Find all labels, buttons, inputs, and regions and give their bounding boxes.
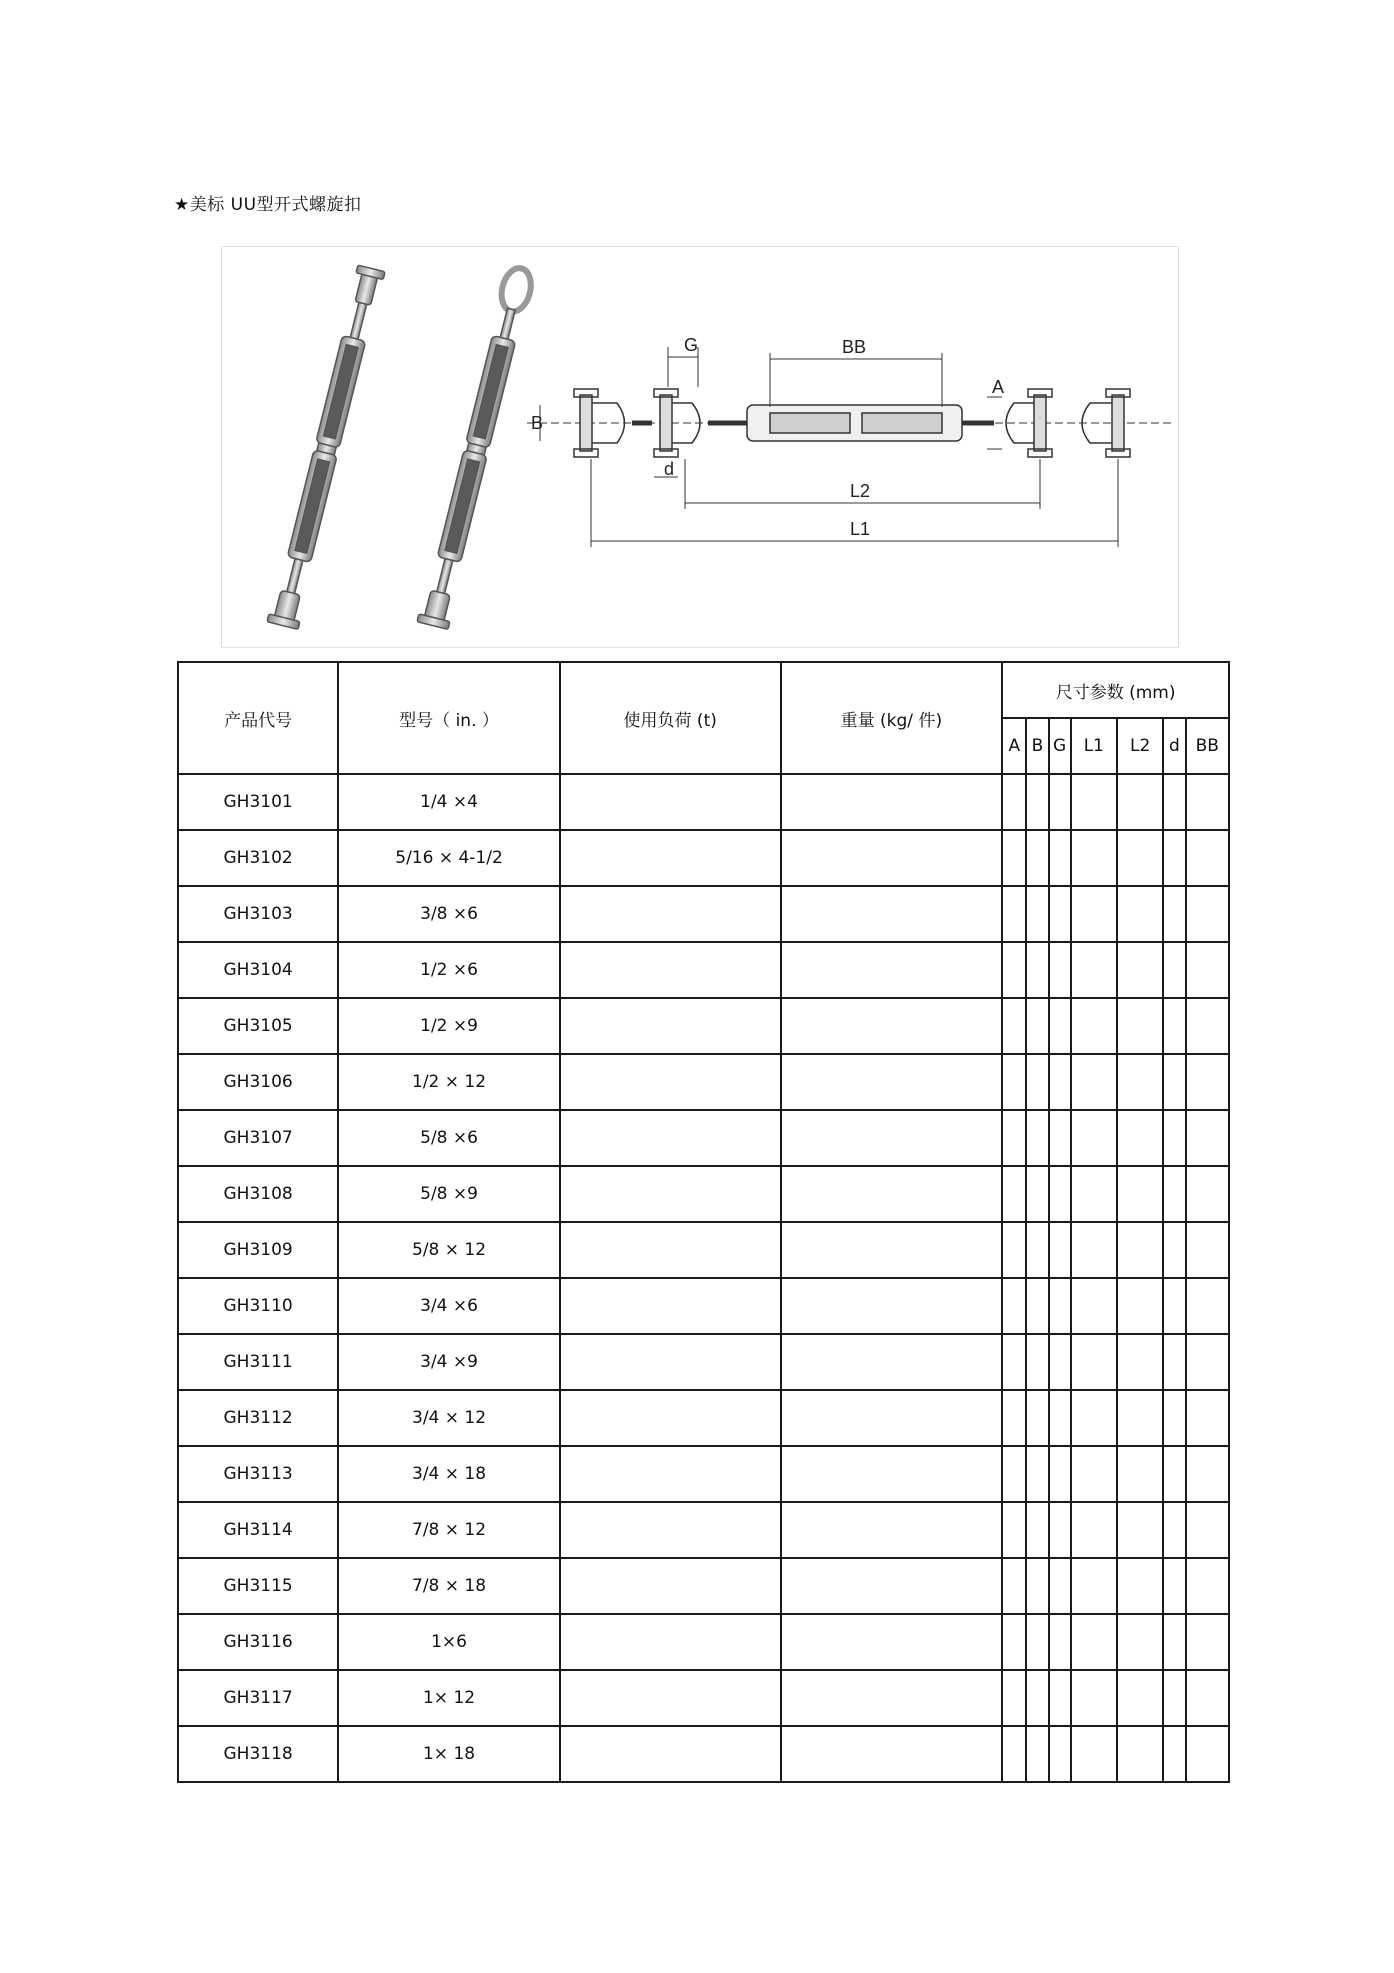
load-cell: [560, 1502, 781, 1558]
weight-cell: [781, 1614, 1003, 1670]
dim-d-cell: [1163, 1726, 1185, 1782]
dim-bb-cell: [1186, 998, 1229, 1054]
table-row: [178, 1278, 1229, 1334]
dim-l1-cell: [1071, 1502, 1117, 1558]
dim-d-cell: [1163, 1054, 1185, 1110]
dim-g-cell: [1049, 1614, 1071, 1670]
load-cell: [560, 1166, 781, 1222]
dim-b-cell: [1026, 886, 1048, 942]
table-row: [178, 1110, 1229, 1166]
table-row: [178, 774, 1229, 830]
model-cell: 5/16 × 4-1/2: [338, 830, 560, 886]
dim-label-a: A: [992, 377, 1005, 397]
turnbuckle-photo-jaw-jaw: [267, 265, 387, 630]
dim-g-cell: [1049, 1166, 1071, 1222]
model-cell: 3/8 ×6: [338, 886, 560, 942]
header-dim-g: G: [1049, 718, 1071, 774]
dim-bb-cell: [1186, 1278, 1229, 1334]
dim-bb-cell: [1186, 830, 1229, 886]
load-cell: [560, 1670, 781, 1726]
dim-g-cell: [1049, 942, 1071, 998]
dim-l2-cell: [1117, 1166, 1163, 1222]
dim-d-cell: [1163, 1558, 1185, 1614]
dim-b-cell: [1026, 998, 1048, 1054]
dim-g-cell: [1049, 1278, 1071, 1334]
dim-g-cell: [1049, 1502, 1071, 1558]
dim-d-cell: [1163, 1278, 1185, 1334]
model-cell: 5/8 ×9: [338, 1166, 560, 1222]
dimension-drawing: [527, 347, 1172, 547]
weight-cell: [781, 1054, 1003, 1110]
dim-a-cell: [1002, 1502, 1026, 1558]
table-row: [178, 1446, 1229, 1502]
dim-bb-cell: [1186, 1222, 1229, 1278]
product-code-cell: GH3118: [178, 1726, 338, 1782]
header-dim-l1: L1: [1071, 718, 1117, 774]
dim-g-cell: [1049, 1054, 1071, 1110]
dim-g-cell: [1049, 774, 1071, 830]
model-cell: 7/8 × 18: [338, 1558, 560, 1614]
dim-a-cell: [1002, 774, 1026, 830]
dim-b-cell: [1026, 1166, 1048, 1222]
table-row: [178, 942, 1229, 998]
dim-b-cell: [1026, 1054, 1048, 1110]
dim-l2-cell: [1117, 1502, 1163, 1558]
turnbuckle-photo-eye-jaw: [417, 265, 537, 630]
dim-l1-cell: [1071, 1054, 1117, 1110]
product-code-cell: GH3114: [178, 1502, 338, 1558]
product-code-cell: GH3102: [178, 830, 338, 886]
header-dim-a: A: [1002, 718, 1026, 774]
dim-l1-cell: [1071, 1726, 1117, 1782]
dim-d-cell: [1163, 1222, 1185, 1278]
product-code-cell: GH3106: [178, 1054, 338, 1110]
header-dim-l2: L2: [1117, 718, 1163, 774]
dim-bb-cell: [1186, 1110, 1229, 1166]
load-cell: [560, 942, 781, 998]
weight-cell: [781, 998, 1003, 1054]
product-code-cell: GH3110: [178, 1278, 338, 1334]
dim-a-cell: [1002, 830, 1026, 886]
dim-l2-cell: [1117, 942, 1163, 998]
dim-d-cell: [1163, 1110, 1185, 1166]
dim-l2-cell: [1117, 1390, 1163, 1446]
dim-bb-cell: [1186, 1726, 1229, 1782]
dim-l2-cell: [1117, 1278, 1163, 1334]
dim-b-cell: [1026, 1502, 1048, 1558]
dim-b-cell: [1026, 1278, 1048, 1334]
dim-l1-cell: [1071, 1390, 1117, 1446]
dim-l2-cell: [1117, 1222, 1163, 1278]
dim-bb-cell: [1186, 1166, 1229, 1222]
product-code-cell: GH3117: [178, 1670, 338, 1726]
load-cell: [560, 1390, 781, 1446]
dim-l1-cell: [1071, 1558, 1117, 1614]
dim-b-cell: [1026, 1334, 1048, 1390]
product-code-cell: GH3116: [178, 1614, 338, 1670]
load-cell: [560, 1278, 781, 1334]
table-row: [178, 998, 1229, 1054]
load-cell: [560, 1446, 781, 1502]
dim-label-g: G: [684, 335, 699, 355]
dim-b-cell: [1026, 774, 1048, 830]
weight-cell: [781, 1502, 1003, 1558]
header-load: 使用负荷 (t): [560, 662, 781, 774]
dim-b-cell: [1026, 942, 1048, 998]
product-code-cell: GH3113: [178, 1446, 338, 1502]
weight-cell: [781, 1110, 1003, 1166]
model-cell: 3/4 × 12: [338, 1390, 560, 1446]
dim-l1-cell: [1071, 830, 1117, 886]
weight-cell: [781, 1726, 1003, 1782]
dim-b-cell: [1026, 1110, 1048, 1166]
dim-l1-cell: [1071, 1222, 1117, 1278]
header-dim-bb: BB: [1186, 718, 1229, 774]
dim-b-cell: [1026, 1446, 1048, 1502]
dim-g-cell: [1049, 1446, 1071, 1502]
table-row: [178, 1558, 1229, 1614]
model-cell: 5/8 × 12: [338, 1222, 560, 1278]
table-row: [178, 886, 1229, 942]
dim-l1-cell: [1071, 1614, 1117, 1670]
header-code: 产品代号: [178, 662, 338, 774]
dim-g-cell: [1049, 1670, 1071, 1726]
dim-l1-cell: [1071, 1278, 1117, 1334]
dim-b-cell: [1026, 1670, 1048, 1726]
load-cell: [560, 1726, 781, 1782]
product-code-cell: GH3108: [178, 1166, 338, 1222]
dim-b-cell: [1026, 1614, 1048, 1670]
dim-a-cell: [1002, 1278, 1026, 1334]
dim-l2-cell: [1117, 774, 1163, 830]
dim-l1-cell: [1071, 998, 1117, 1054]
load-cell: [560, 774, 781, 830]
model-cell: 3/4 ×9: [338, 1334, 560, 1390]
table-row: [178, 1222, 1229, 1278]
dim-g-cell: [1049, 998, 1071, 1054]
dim-d-cell: [1163, 1166, 1185, 1222]
dim-bb-cell: [1186, 1446, 1229, 1502]
weight-cell: [781, 1390, 1003, 1446]
weight-cell: [781, 1222, 1003, 1278]
dim-l2-cell: [1117, 1446, 1163, 1502]
dim-b-cell: [1026, 830, 1048, 886]
dim-l2-cell: [1117, 998, 1163, 1054]
load-cell: [560, 886, 781, 942]
dim-label-b: B: [531, 413, 544, 433]
dim-g-cell: [1049, 830, 1071, 886]
weight-cell: [781, 1670, 1003, 1726]
load-cell: [560, 1558, 781, 1614]
table-row: [178, 1670, 1229, 1726]
dim-l2-cell: [1117, 1670, 1163, 1726]
dim-d-cell: [1163, 1670, 1185, 1726]
weight-cell: [781, 942, 1003, 998]
table-row: [178, 1054, 1229, 1110]
dim-l2-cell: [1117, 1558, 1163, 1614]
page-title: ★美标 UU型开式螺旋扣: [174, 195, 362, 215]
dim-bb-cell: [1186, 1334, 1229, 1390]
dim-b-cell: [1026, 1558, 1048, 1614]
dim-d-cell: [1163, 998, 1185, 1054]
dim-bb-cell: [1186, 1670, 1229, 1726]
dim-b-cell: [1026, 1726, 1048, 1782]
dim-l1-cell: [1071, 942, 1117, 998]
dim-l2-cell: [1117, 1110, 1163, 1166]
dim-a-cell: [1002, 1726, 1026, 1782]
header-model: 型号（ in. ）: [338, 662, 560, 774]
dim-bb-cell: [1186, 1502, 1229, 1558]
dim-b-cell: [1026, 1222, 1048, 1278]
model-cell: 7/8 × 12: [338, 1502, 560, 1558]
dim-a-cell: [1002, 1614, 1026, 1670]
dim-l2-cell: [1117, 1054, 1163, 1110]
dim-bb-cell: [1186, 1614, 1229, 1670]
dim-a-cell: [1002, 1110, 1026, 1166]
dim-d-cell: [1163, 1334, 1185, 1390]
dim-l1-cell: [1071, 1446, 1117, 1502]
dim-l2-cell: [1117, 1726, 1163, 1782]
product-code-cell: GH3104: [178, 942, 338, 998]
header-dims: 尺寸参数 (mm): [1002, 662, 1229, 718]
dim-a-cell: [1002, 1054, 1026, 1110]
dim-l1-cell: [1071, 1166, 1117, 1222]
dim-d-cell: [1163, 830, 1185, 886]
dim-bb-cell: [1186, 774, 1229, 830]
weight-cell: [781, 830, 1003, 886]
dim-l1-cell: [1071, 886, 1117, 942]
load-cell: [560, 1110, 781, 1166]
dim-l1-cell: [1071, 1334, 1117, 1390]
dim-label-l1: L1: [850, 519, 871, 539]
table-row: [178, 830, 1229, 886]
dim-a-cell: [1002, 998, 1026, 1054]
dim-g-cell: [1049, 1110, 1071, 1166]
turnbuckle-illustration: [222, 247, 1178, 647]
header-dim-b: B: [1026, 718, 1048, 774]
header-dim-d: d: [1163, 718, 1185, 774]
dim-d-cell: [1163, 1390, 1185, 1446]
weight-cell: [781, 886, 1003, 942]
weight-cell: [781, 1334, 1003, 1390]
dim-a-cell: [1002, 1222, 1026, 1278]
weight-cell: [781, 1166, 1003, 1222]
dim-a-cell: [1002, 886, 1026, 942]
dim-d-cell: [1163, 1446, 1185, 1502]
product-code-cell: GH3112: [178, 1390, 338, 1446]
dim-l1-cell: [1071, 1110, 1117, 1166]
model-cell: 1× 12: [338, 1670, 560, 1726]
header-weight: 重量 (kg/ 件): [781, 662, 1003, 774]
product-code-cell: GH3115: [178, 1558, 338, 1614]
dim-g-cell: [1049, 1390, 1071, 1446]
dim-l1-cell: [1071, 774, 1117, 830]
dim-g-cell: [1049, 1222, 1071, 1278]
table-row: [178, 1614, 1229, 1670]
dim-bb-cell: [1186, 886, 1229, 942]
dim-d-cell: [1163, 886, 1185, 942]
dim-label-bb: BB: [842, 337, 867, 357]
product-code-cell: GH3103: [178, 886, 338, 942]
load-cell: [560, 1614, 781, 1670]
model-cell: 3/4 ×6: [338, 1278, 560, 1334]
dim-d-cell: [1163, 774, 1185, 830]
table-row: [178, 1502, 1229, 1558]
model-cell: 1×6: [338, 1614, 560, 1670]
product-figure: [221, 246, 1179, 648]
table-row: [178, 1334, 1229, 1390]
dim-a-cell: [1002, 1166, 1026, 1222]
product-code-cell: GH3105: [178, 998, 338, 1054]
dim-a-cell: [1002, 1670, 1026, 1726]
dim-bb-cell: [1186, 1054, 1229, 1110]
model-cell: 1/2 ×6: [338, 942, 560, 998]
load-cell: [560, 998, 781, 1054]
dim-d-cell: [1163, 1502, 1185, 1558]
model-cell: 3/4 × 18: [338, 1446, 560, 1502]
dim-a-cell: [1002, 942, 1026, 998]
dim-bb-cell: [1186, 1558, 1229, 1614]
model-cell: 1/4 ×4: [338, 774, 560, 830]
dim-l2-cell: [1117, 1614, 1163, 1670]
dim-a-cell: [1002, 1334, 1026, 1390]
dim-a-cell: [1002, 1558, 1026, 1614]
load-cell: [560, 1054, 781, 1110]
dim-g-cell: [1049, 1334, 1071, 1390]
dim-b-cell: [1026, 1390, 1048, 1446]
dim-a-cell: [1002, 1446, 1026, 1502]
dim-label-d: d: [664, 459, 675, 479]
spec-table: [177, 661, 1230, 1783]
spec-table-body: [178, 774, 1229, 1782]
weight-cell: [781, 1446, 1003, 1502]
model-cell: 1/2 ×9: [338, 998, 560, 1054]
dim-a-cell: [1002, 1390, 1026, 1446]
product-code-cell: GH3109: [178, 1222, 338, 1278]
load-cell: [560, 1222, 781, 1278]
dim-g-cell: [1049, 1558, 1071, 1614]
weight-cell: [781, 1278, 1003, 1334]
model-cell: 1/2 × 12: [338, 1054, 560, 1110]
table-row: [178, 1726, 1229, 1782]
model-cell: 5/8 ×6: [338, 1110, 560, 1166]
table-row: [178, 1166, 1229, 1222]
table-row: [178, 1390, 1229, 1446]
product-code-cell: GH3111: [178, 1334, 338, 1390]
load-cell: [560, 1334, 781, 1390]
model-cell: 1× 18: [338, 1726, 560, 1782]
dim-l2-cell: [1117, 1334, 1163, 1390]
product-code-cell: GH3107: [178, 1110, 338, 1166]
dim-g-cell: [1049, 1726, 1071, 1782]
dim-d-cell: [1163, 942, 1185, 998]
dim-l1-cell: [1071, 1670, 1117, 1726]
weight-cell: [781, 774, 1003, 830]
dim-d-cell: [1163, 1614, 1185, 1670]
load-cell: [560, 830, 781, 886]
dim-l2-cell: [1117, 886, 1163, 942]
dim-label-l2: L2: [850, 481, 871, 501]
product-code-cell: GH3101: [178, 774, 338, 830]
dim-g-cell: [1049, 886, 1071, 942]
dim-l2-cell: [1117, 830, 1163, 886]
weight-cell: [781, 1558, 1003, 1614]
dim-bb-cell: [1186, 942, 1229, 998]
dim-bb-cell: [1186, 1390, 1229, 1446]
